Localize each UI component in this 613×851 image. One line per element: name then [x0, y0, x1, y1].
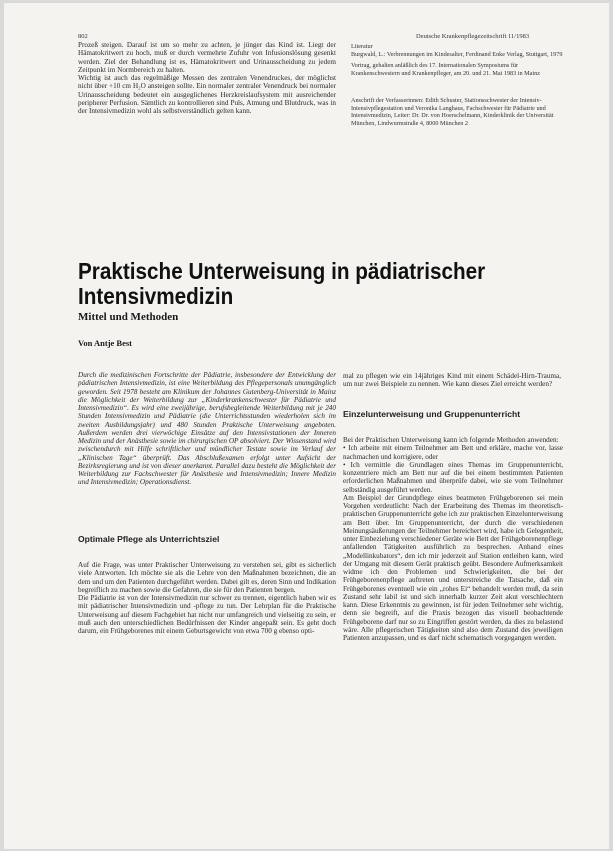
paragraph: Am Beispiel der Grundpflege eines beatmeten Frühgeborenen sei mein Vorgehen verdeutlicht: Nach der Erarbeitung des Themas im theoretisch-praktischen Gruppenunterricht gehe ich zur praktischen Einzelunterweisung am Bett über. Im Gruppenunterricht, der durch die verschiedenen Meinungsäußerungen der Teilnehmer bereichert wird, habe ich Gelegenheit, unter Einbeziehung verschiedener Geräte wie Bett der Frühgeborenenpflege anfallenden Tätigkeiten ausführlich zu besprechen. Anhand eines „Modellinkubators“, den ich mir jederzeit auf Station entleihen kann, wird der Umgang mit diesem Gerät praktisch geübt. Besondere Aufmerksamkeit widme ich den Problemen und Schwierigkeiten, die bei der Frühgeborenenpflege auftreten und unterstreiche die Tatsache, daß ein Frühgeborenes eventuell wie ein „rohes Ei“ behandelt werden muß, da sein Zustand sehr labil ist und sich innerhalb kurzer Zeit akut verschlechtern kann. Diese Erkenntnis zu gewinnen, ist für jeden Teilnehmer sehr wichtig, denn sie begreift, auf die Praxis bezogen das visuell beobachtende Frühgeborene darf nur so zu Eingriffen gestört werden, da dies zu belastend wäre. Alle pflegerischen Tätigkeiten sind also dem Zustand des jeweiligen Patienten anzupassen, und es darf nicht schematisch vorgegangen werden. [343, 493, 563, 642]
paragraph: Bei der Praktischen Unterweisung kann ich folgende Methoden anwenden: [343, 436, 559, 444]
section-heading: Optimale Pflege als Unterrichtsziel [78, 534, 220, 544]
section-body [78, 561, 336, 635]
document-page [4, 3, 609, 849]
article-intro [78, 371, 336, 487]
bullet-item: • Ich vermittle die Grundlagen eines Themas im Gruppenunterricht, konzentriere mich am Bett nur auf die bei einem bestimmten Patienten erforderlichen Maßnahmen und überprüfe dabei, wie sie vom Teilnehmer selbständig ausgeführt werden. [343, 461, 563, 494]
continued-article-text [78, 41, 336, 115]
paragraph: Wichtig ist auch das regelmäßige Messen des zentralen Venendruckes, der möglichst nicht über +10 cm H₂O ansteigen sollte. Ein normaler zentraler Venendruck bei normaler Urinausscheidung bedeutet ein ausgeglichenes Herzkreislaufsystem mit ausreichender peripherer Perfusion. Sämtlich zu kontrollieren sind Puls, Atmung und Blutdruck, was in der Intensivmedizin wohl als selbstverständlich gelten kann. [78, 74, 336, 115]
intro-paragraph: Durch die medizinischen Fortschritte der Pädiatrie, insbesondere der Entwicklung der pädiatrischen Intensivmedizin, ist eine Weiterbildung des Pflegepersonals unumgänglich geworden. Seit 1978 besteht am Klinikum der Johannes Gutenberg-Universität in Mainz die Möglichkeit der Weiterbildung zur „Kinderkrankenschwester für Pädiatrie und Intensivmedizin“. Es wird eine zweijährige, berufsbegleitende Weiterbildung mit je 240 Stunden Intensivmedizin und Pädiatrie (die Unterrichtsstunden wiederholen sich im zweiten Ausbildungsjahr) und 480 Stunden Praktische Unterweisung angeboten. Außerdem werden drei vierwöchige Einsätze auf den Intensivstationen der Inneren Medizin und der Anästhesie sowie im chirurgischen OP absolviert. Der Wissenstand wird zwischendurch mit Hilfe schriftlicher und mündlicher Testate sowie im Verlauf der „Klinischen Tage“ überprüft. Das Abschlußexamen erfolgt unter Aufsicht der Bezirksregierung und ist von dieser anerkannt. Parallel dazu besteht die Möglichkeit der Weiterbildung zur Fachschwester für Anästhesie und Intensivmedizin; Innere Medizin und Intensivmedizin; Operationsdienst. [78, 371, 336, 487]
paragraph: mal zu pflegen wie ein 14jähriges Kind mit einem Schädel-Hirn-Trauma, um nur zwei Beispiele zu nennen. Wie kann dieses Ziel erreicht werden? [343, 372, 561, 389]
paragraph: Die Pädiatrie ist von der Intensivmedizin nur schwer zu trennen, eigentlich haben wir es mit pädiatrischer Intensivmedizin und -pflege zu tun. Der Lehrplan für die Praktische Unterweisung auf diesem Fachgebiet hat nicht nur umfangreich und vielseitig zu sein, er muß auch den unterschiedlichen Bedürfnissen der Kinder angepaßt sein. Es geht doch darum, ein Frühgeborenes mit einem Geburtsgewicht von etwa 700 g ebenso opti- [78, 594, 336, 635]
right-column-intro [343, 372, 561, 389]
literature-block [351, 43, 563, 127]
literature-entry: Burgwald, L.: Verbrennungen im Kindesalter, Ferdinand Enke Verlag, Stuttgart, 1979 [351, 50, 563, 58]
paragraph: Prozeß steigen. Darauf ist um so mehr zu achten, je jünger das Kind ist. Liegt der Hämatokritwert zu hoch, muß er durch vermehrte Zufuhr von Infusionslösung gesenkt werden. Ziel der Behandlung ist es, Hämatokritwert und Urinausscheidung zu jedem Zeitpunkt im Normbereich zu halten. [78, 41, 336, 74]
article-title: Praktische Unterweisung in pädiatrischer Intensivmedizin [78, 258, 486, 309]
bullet-item: • Ich arbeite mit einem Teilnehmer am Bett und erkläre, mache vor, lasse nachmachen und korrigiere, oder [343, 444, 563, 461]
lecture-note: Vortrag, gehalten anläßlich des 17. Internationalen Symposiums für Krankenschwestern und Krankenpfleger, am 20. und 21. Mai 1983 in Mainz [351, 62, 540, 77]
literature-heading: Literatur [351, 43, 373, 50]
section-heading: Einzelunterweisung und Gruppenunterricht [343, 409, 521, 419]
article-subtitle: Mittel und Methoden [78, 311, 179, 323]
paragraph: Auf die Frage, was unter Praktischer Unterweisung zu verstehen sei, gibt es sicherlich viele Antworten. Ich möchte sie als die Lehre von den Maßnahmen bezeichnen, die an dem und um den Patienten durchgeführt werden. Dabei gilt es, deren Sinn und Indikation begreiflich zu machen sowie die Gefahren, die sie für den Patienten bergen. [78, 561, 336, 594]
author-address: Anschrift der Verfasserinnen: Edith Schuster, Stationsschwester der Intensiv-Intensivpflegestation und Veronika Langhaus, Fachschwester für Pädiatrie und Intensivmedizin, Leiter: Dr. Dr. von Hoerschelmann, Kinderklinik der Universität München, Lindwurmstraße 4, 8000 München 2 [351, 97, 554, 127]
page-number: 802 [78, 33, 88, 40]
journal-header: Deutsche Krankenpflegezeitschrift 11/1983 [416, 33, 530, 40]
section-body [343, 436, 563, 642]
byline: Von Antje Best [78, 338, 132, 348]
